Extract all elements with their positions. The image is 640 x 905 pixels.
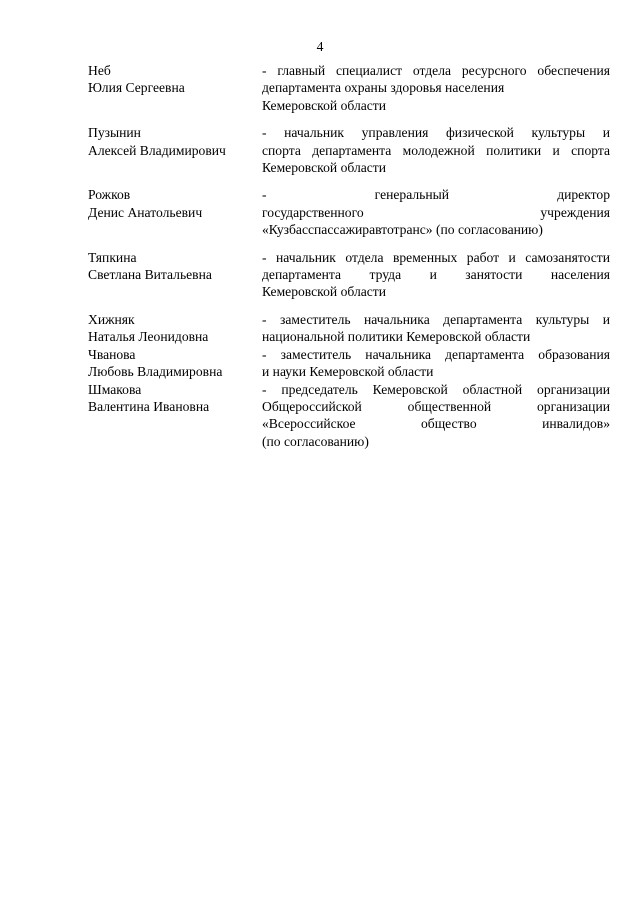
member-given-names: Наталья Леонидовна [88,329,209,345]
member-entry [88,124,610,176]
role-line: государственного учреждения [262,204,610,220]
role-line: - начальник управления физической культуры и [262,125,610,141]
member-surname: Тяпкина [88,249,137,265]
member-role [262,186,610,238]
member-entry [88,62,610,114]
member-given-names: Любовь Владимировна [88,364,223,380]
role-line: Кемеровской области [262,284,387,300]
member-given-names: Светлана Витальевна [88,267,212,283]
member-name [88,346,262,381]
member-given-names: Юлия Сергеевна [88,80,185,96]
member-name [88,124,262,159]
member-surname: Пузынин [88,125,141,141]
member-role [262,346,610,381]
member-surname: Хижняк [88,311,135,327]
role-line: - начальник отдела временных работ и самозанятости [262,249,610,265]
member-name [88,311,262,346]
role-line: департамента труда и занятости населения [262,267,610,283]
member-role [262,311,610,346]
member-surname: Рожков [88,187,131,203]
role-line: «Всероссийское общество инвалидов» [262,416,610,432]
member-entry [88,249,610,301]
role-line: Кемеровской области [262,160,387,176]
role-line: - председатель Кемеровской областной организации [262,381,610,397]
role-line: Общероссийской общественной организации [262,398,610,414]
role-line: Кемеровской области [262,97,387,113]
role-line: «Кузбасспассажиравтотранс» (по согласованию) [262,222,543,238]
role-line: - главный специалист отдела ресурсного обеспечения [262,63,610,78]
member-surname: Неб [88,63,111,78]
member-surname: Чванова [88,346,136,362]
member-role [262,62,610,114]
member-name [88,62,262,97]
member-entry [88,381,610,451]
role-line: департамента охраны здоровья населения [262,80,505,96]
role-line: национальной политики Кемеровской области [262,329,531,345]
member-name [88,186,262,221]
role-line: (по согласованию) [262,433,369,449]
member-name [88,249,262,284]
role-line: и науки Кемеровской области [262,364,434,380]
member-entry [88,311,610,346]
member-given-names: Алексей Владимирович [88,142,226,158]
page-number: 4 [316,39,324,54]
member-surname: Шмакова [88,381,142,397]
role-line: - заместитель начальника департамента образования [262,346,610,362]
member-list [88,62,610,450]
member-entry [88,186,610,238]
member-name [88,381,262,416]
member-role [262,124,610,176]
member-entry [88,346,610,381]
role-line: - генеральный директор [262,187,610,203]
member-role [262,249,610,301]
member-role [262,381,610,451]
role-line: спорта департамента молодежной политики и спорта [262,142,610,158]
member-given-names: Валентина Ивановна [88,398,210,414]
role-line: - заместитель начальника департамента культуры и [262,311,610,327]
member-given-names: Денис Анатольевич [88,204,203,220]
